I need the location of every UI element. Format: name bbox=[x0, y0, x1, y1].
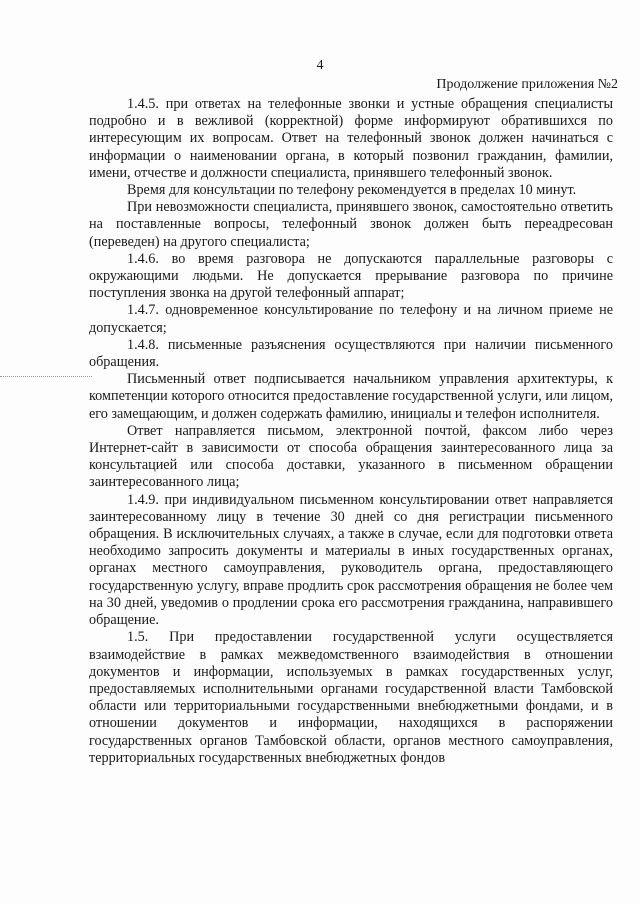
paragraph-1-4-6: 1.4.6. во время разговора не допускаются параллельные разговоры с окружающими людьми. Не допускается прерывание разговора по причине поступления звонка на другой телефонный аппарат; bbox=[89, 250, 613, 302]
paragraph-redirect-call: При невозможности специалиста, принявшего звонок, самостоятельно ответить на поставленные вопросы, телефонный звонок должен быть переадресован (переведен) на другого специалиста; bbox=[89, 199, 613, 250]
paragraph-1-4-5: 1.4.5. при ответах на телефонные звонки и устные обращения специалисты подробно и в вежливой (корректной) форме информируют обратившихся по интересующим их вопросам. Ответ на телефонный звонок должен начинаться с информации о наименовании органа, в который позвонил гражданин, фамилии, имени, отчестве и должности специалиста, принявшего телефонный звонок. bbox=[89, 96, 613, 181]
document-body bbox=[89, 96, 613, 767]
paragraph-1-4-9: 1.4.9. при индивидуальном письменном консультировании ответ направляется заинтересованному лицу в течение 30 дней со дня регистрации письменного обращения. В исключительных случаях, а также в случае, если для подготовки ответа необходимо запросить документы и материалы в иных государственных органах, органах местного самоуправления, руководитель органа, предоставляющего государственную услугу, вправе продлить срок рассмотрения обращения не более чем на 30 дней, уведомив о продлении срока его рассмотрения гражданина, направившего обращение. bbox=[89, 491, 613, 629]
paragraph-1-5: 1.5. При предоставлении государственной услуги осуществляется взаимодействие в рамках межведомственного взаимодействия в отношении документов и информации, используемых в рамках государственных услуг, предоставляемых исполнительными органами государственной власти Тамбовской области или территориальными государственными внебюджетными фондами, и в отношении документов и информации, находящихся в распоряжении государственных органов Тамбовской области, органов местного самоуправления, территориальных государственных внебюджетных фондов bbox=[89, 629, 613, 766]
page-number: 4 bbox=[316, 58, 324, 73]
paragraph-consultation-time: Время для консультации по телефону рекомендуется в пределах 10 минут. bbox=[127, 182, 577, 199]
paragraph-written-answer-signature: Письменный ответ подписывается начальником управления архитектуры, к компетенции которого относится предоставление государственной услуги, или лицом, его замещающим, и должен содержать фамилию, инициалы и телефон исполнителя. bbox=[89, 371, 613, 422]
paragraph-answer-delivery: Ответ направляется письмом, электронной почтой, факсом либо через Интернет-сайт в зависимости от способа обращения заинтересованного лица за консультацией или способа доставки, указанного в письменном обращении заинтересованного лица; bbox=[89, 422, 613, 491]
scan-artifact-line bbox=[0, 376, 92, 378]
appendix-continuation-header: Продолжение приложения №2 bbox=[436, 77, 618, 92]
paragraph-1-4-7: 1.4.7. одновременное консультирование по телефону и на личном приеме не допускается; bbox=[89, 302, 613, 336]
paragraph-1-4-8: 1.4.8. письменные разъяснения осуществляются при наличии письменного обращения. bbox=[89, 336, 613, 371]
